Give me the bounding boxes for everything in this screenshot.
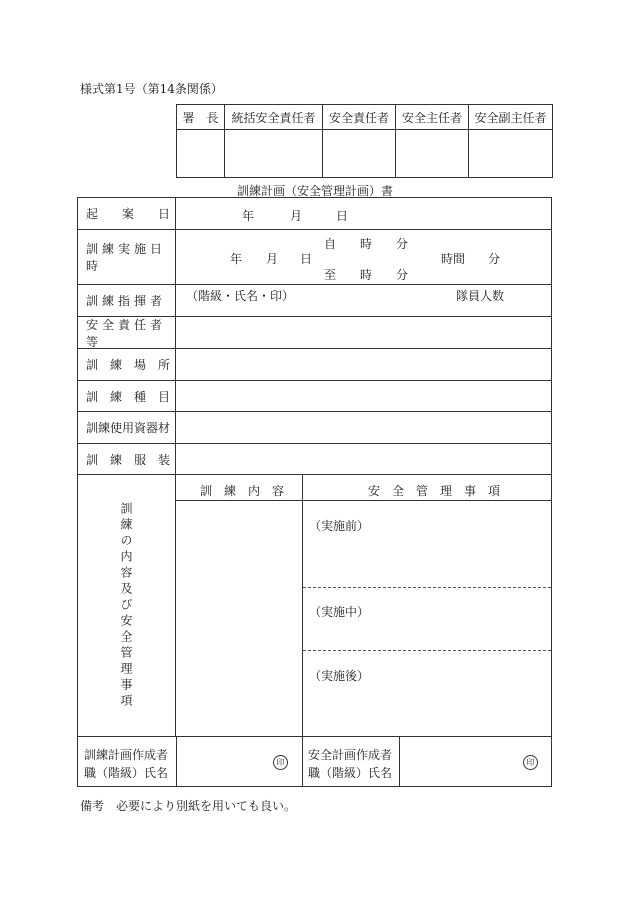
safety-before-area[interactable] <box>303 501 551 587</box>
safety-after-area[interactable] <box>303 651 551 736</box>
label-commander: 訓練指揮者 <box>78 285 176 316</box>
dt-from-min: 分 <box>396 237 409 251</box>
label-draft-date: 起 案 日 <box>78 198 176 229</box>
training-author-label-2: 職（階級）氏名 <box>84 766 169 780</box>
dt-month: 月 <box>266 252 279 266</box>
training-content-area[interactable] <box>176 501 302 736</box>
approval-header-chief: 署 長 <box>177 105 225 130</box>
dt-duration-hour: 時間 <box>441 252 466 266</box>
dt-to-min: 分 <box>396 268 409 282</box>
row-commander[interactable] <box>78 285 551 317</box>
safety-before-label: （実施前） <box>309 519 370 533</box>
row-place[interactable] <box>78 349 551 381</box>
dt-from-hour: 時 <box>360 237 373 251</box>
remarks: 備考 必要により別紙を用いても良い。 <box>80 799 297 813</box>
document-title: 訓練計画（安全管理計画）書 <box>236 184 393 198</box>
col-safety-items: 安 全 管 理 事 項 <box>368 484 501 498</box>
draft-day: 日 <box>336 209 349 223</box>
approval-stamp-chief[interactable] <box>177 130 225 178</box>
approval-stamp-safety[interactable] <box>323 130 396 178</box>
row-uniform[interactable] <box>78 444 551 475</box>
dashed-separator-1 <box>303 587 551 588</box>
safety-author-label-1: 安全計画作成者 <box>308 748 393 762</box>
label-uniform: 訓 練 服 装 <box>78 444 176 474</box>
approval-header-general-safety: 統括安全責任者 <box>225 105 323 130</box>
dt-to: 至 <box>324 268 337 282</box>
member-count-label: 隊員人数 <box>456 289 505 303</box>
dt-to-hour: 時 <box>360 268 373 282</box>
dt-duration-min: 分 <box>488 252 501 266</box>
seal-icon: 印 <box>523 755 538 770</box>
safety-during-label: （実施中） <box>309 605 370 619</box>
row-category[interactable] <box>78 381 551 412</box>
approval-header-safety: 安全責任者 <box>323 105 396 130</box>
content-section-label <box>78 475 176 736</box>
draft-year: 年 <box>242 209 255 223</box>
safety-author-label-2: 職（階級）氏名 <box>308 766 393 780</box>
seal-icon: 印 <box>273 755 288 770</box>
row-training-datetime[interactable] <box>78 230 551 285</box>
label-training-datetime: 訓練実施日時 <box>78 230 176 284</box>
dt-from: 自 <box>324 237 337 251</box>
row-safety-officer[interactable] <box>78 317 551 349</box>
dt-day: 日 <box>300 252 313 266</box>
row-draft-date[interactable] <box>78 198 551 230</box>
sig-divider-2 <box>302 736 303 786</box>
draft-month: 月 <box>290 209 303 223</box>
label-category: 訓 練 種 目 <box>78 381 176 411</box>
approval-stamp-safety-chief[interactable] <box>396 130 469 178</box>
form-number: 様式第1号（第14条関係） <box>80 82 223 96</box>
approval-stamp-safety-deputy[interactable] <box>469 130 553 178</box>
approval-table <box>176 104 553 178</box>
training-author-label-1: 訓練計画作成者 <box>84 748 169 762</box>
dashed-separator-2 <box>303 650 551 651</box>
approval-stamp-general-safety[interactable] <box>225 130 323 178</box>
approval-header-safety-deputy: 安全副主任者 <box>469 105 553 130</box>
safety-after-label: （実施後） <box>309 669 370 683</box>
approval-header-safety-chief: 安全主任者 <box>396 105 469 130</box>
dt-year: 年 <box>230 252 243 266</box>
commander-note: （階級・氏名・印） <box>186 289 295 303</box>
label-place: 訓 練 場 所 <box>78 349 176 380</box>
content-section-vertical-text: 訓練の内容及び安全管理事項 <box>119 501 133 710</box>
label-safety-officer: 安全責任者等 <box>78 317 176 348</box>
training-plan-form <box>77 197 552 787</box>
row-equipment[interactable] <box>78 412 551 444</box>
col-training-content: 訓 練 内 容 <box>200 484 285 498</box>
label-equipment: 訓練使用資器材 <box>78 412 176 443</box>
